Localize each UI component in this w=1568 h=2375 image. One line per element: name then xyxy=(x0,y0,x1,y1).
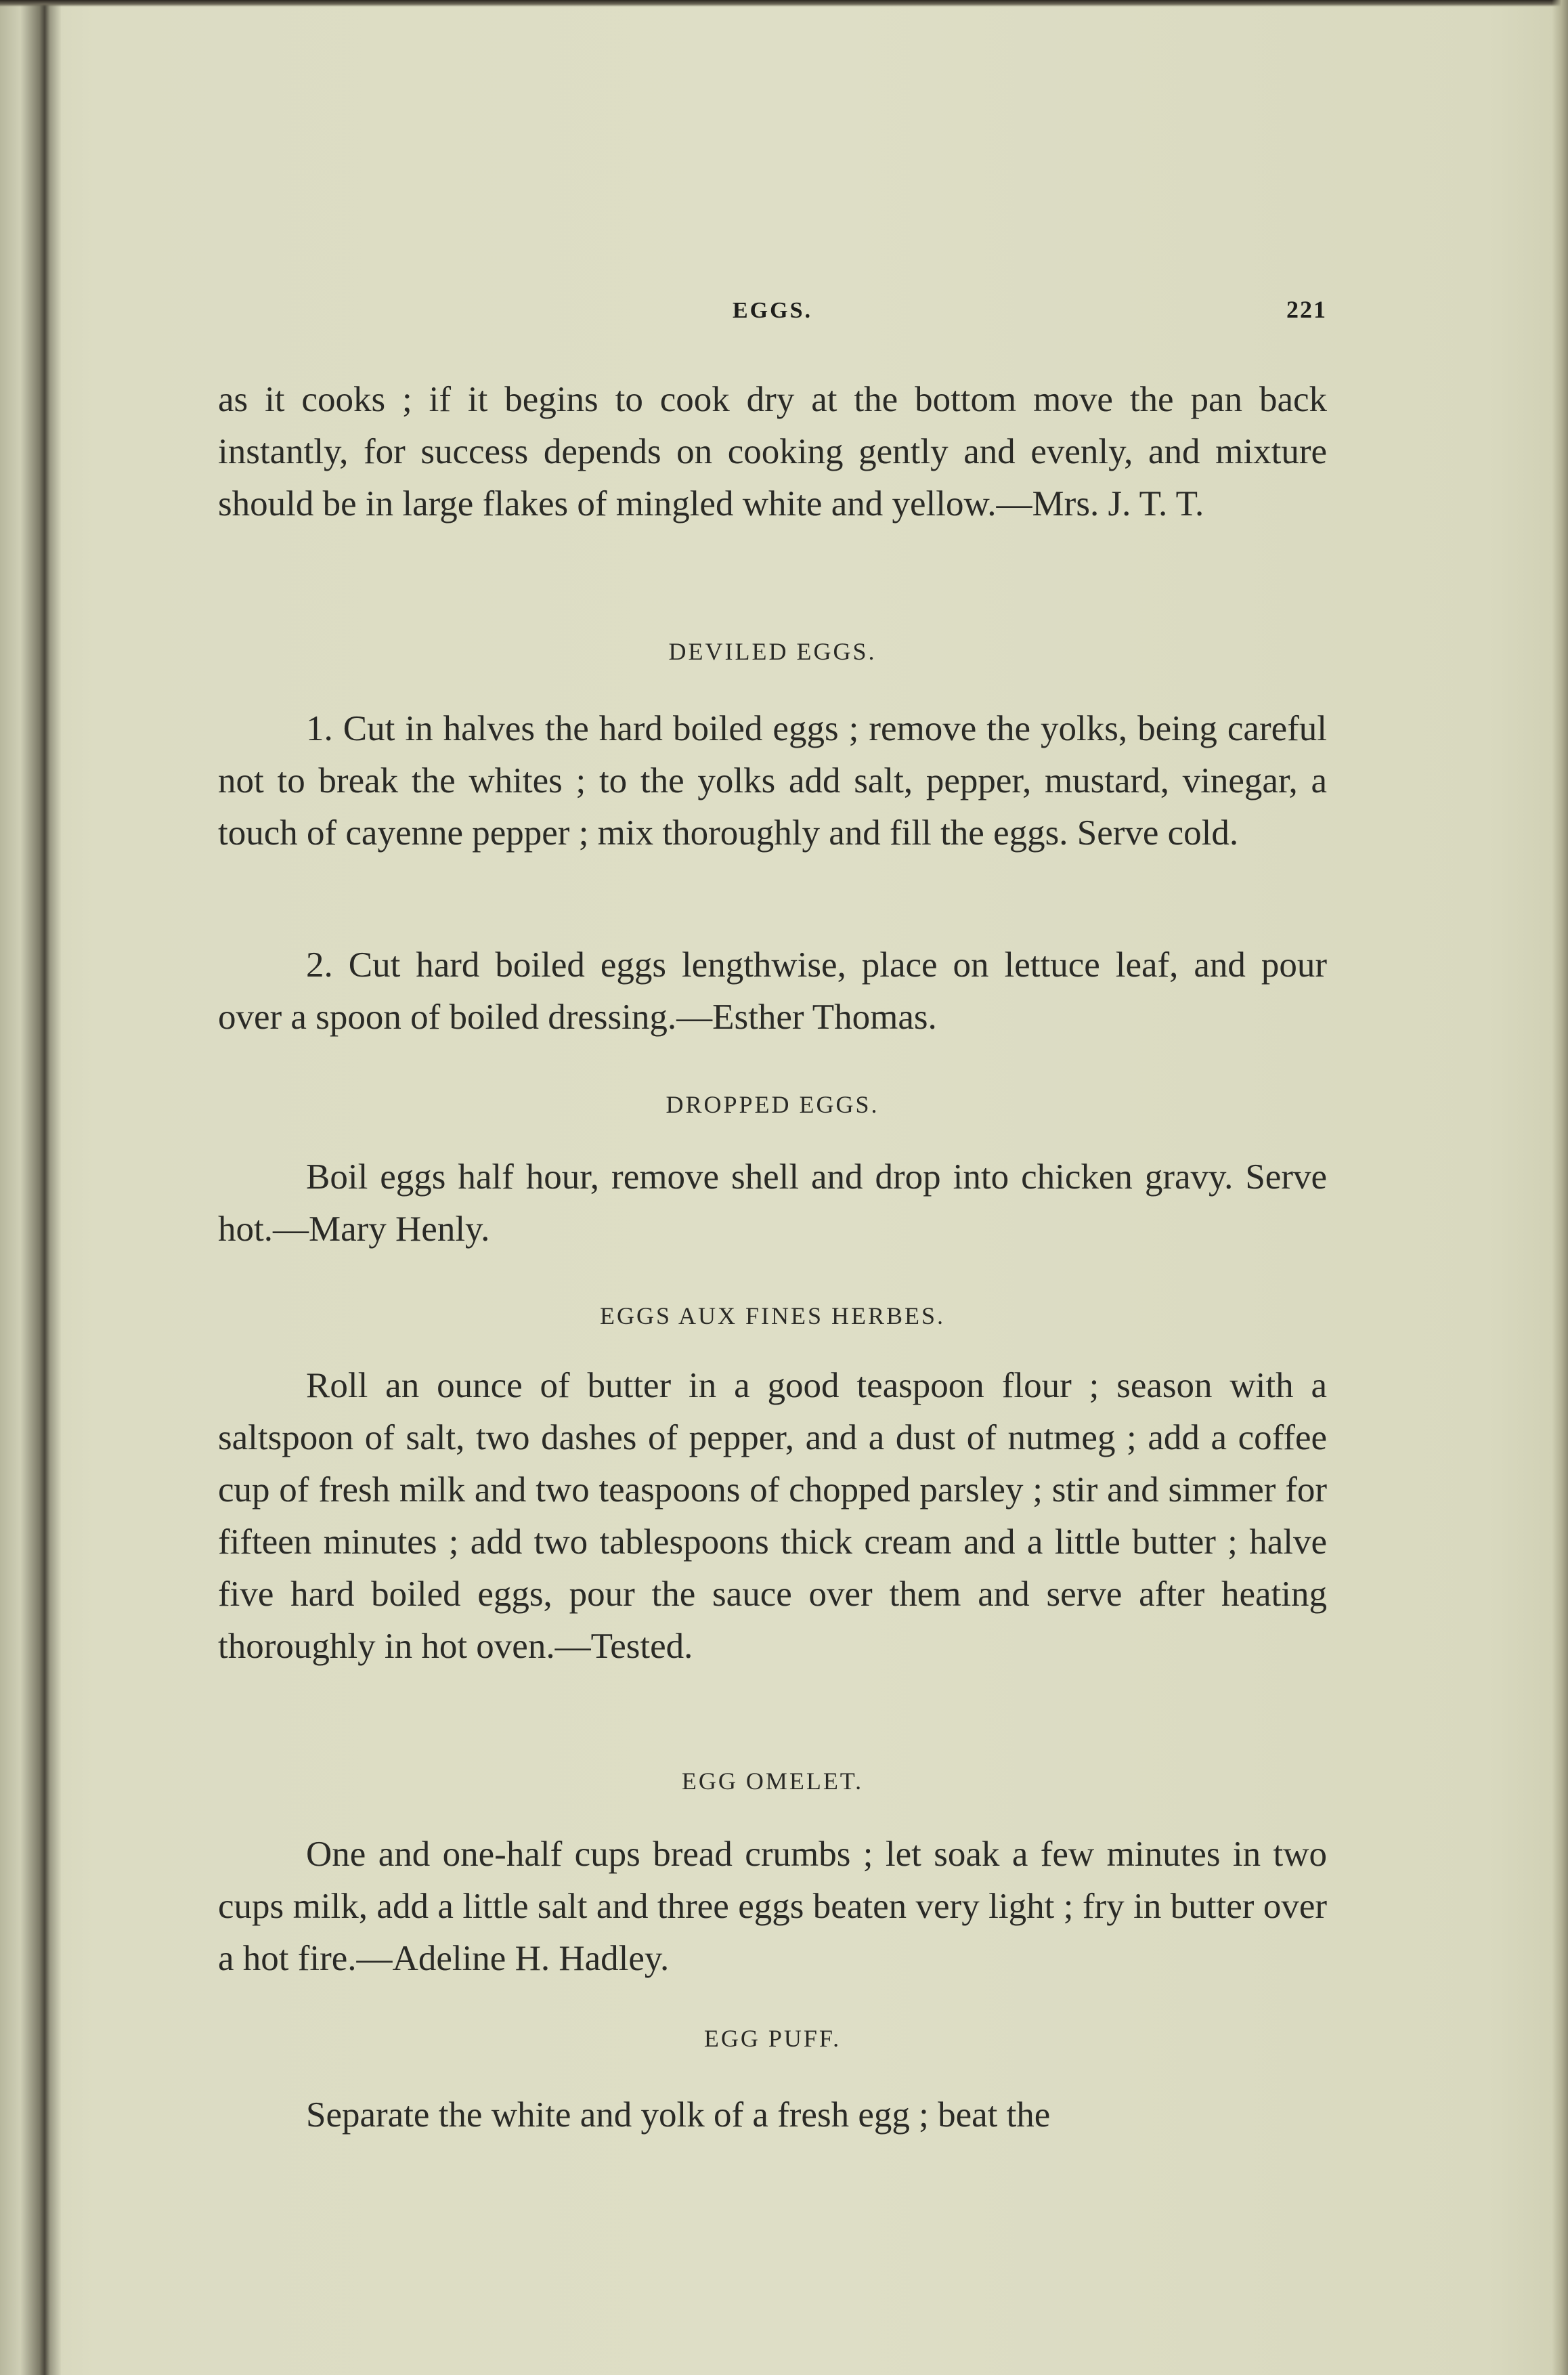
recipe-heading-egg-omelet: EGG OMELET. xyxy=(681,1768,864,1795)
book-spine-gutter xyxy=(0,0,61,2375)
recipe-heading-dropped-eggs: DROPPED EGGS. xyxy=(666,1091,879,1118)
recipe-heading-eggs-aux-fines-herbes: EGGS AUX FINES HERBES. xyxy=(599,1302,946,1329)
recipe-paragraph-egg-omelet: One and one-half cups bread crumbs ; let soak a few minutes in two cups milk, add a little salt and three eggs beaten very light ; fry in butter over a hot fire.—Adeline H. Hadley. xyxy=(218,1835,1327,1978)
page-number: 221 xyxy=(1286,296,1327,323)
recipe-paragraph-dropped-eggs: Boil eggs half hour, remove shell and drop into chicken gravy. Serve hot.—Mary Henly. xyxy=(218,1157,1327,1249)
continuation-paragraph: as it cooks ; if it begins to cook dry at the bottom move the pan back instantly, for success depends on cooking gently and evenly, and mixture should be in large flakes of mingled white and yellow.—Mrs. J. T. T. xyxy=(218,380,1327,523)
page-right-edge xyxy=(1552,0,1568,2375)
recipe-heading-deviled-eggs: DEVILED EGGS. xyxy=(668,638,877,665)
running-head xyxy=(218,291,1327,332)
page-top-edge xyxy=(0,0,1568,7)
recipe-paragraph-deviled-eggs-2: 2. Cut hard boiled eggs lengthwise, place on lettuce leaf, and pour over a spoon of boiled dressing.—Esther Thomas. xyxy=(218,945,1327,1037)
recipe-paragraph-egg-puff: Separate the white and yolk of a fresh egg ; beat the xyxy=(306,2095,1051,2135)
running-head-title: EGGS. xyxy=(733,298,812,323)
recipe-paragraph-eggs-aux-fines-herbes: Roll an ounce of butter in a good teaspoon flour ; season with a saltspoon of salt, two dashes of pepper, and a dust of nutmeg ; add a coffee cup of fresh milk and two teaspoons of chopped parsley ; stir and simmer for fifteen minutes ; add two tablespoons thick cream and a little butter ; halve five hard boiled eggs, pour the sauce over them and serve after heating thoroughly in hot oven.—Tested. xyxy=(218,1366,1327,1666)
recipe-paragraph-deviled-eggs-1: 1. Cut in halves the hard boiled eggs ; remove the yolks, being careful not to break the whites ; to the yolks add salt, pepper, mustard, vinegar, a touch of cayenne pepper ; mix thoroughly and fill the eggs. Serve cold. xyxy=(218,709,1327,853)
recipe-heading-egg-puff: EGG PUFF. xyxy=(703,2025,842,2052)
